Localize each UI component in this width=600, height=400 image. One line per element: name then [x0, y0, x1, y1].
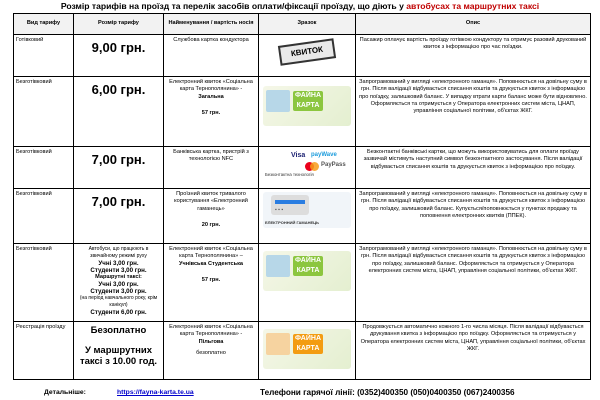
header-name: Найменування / вартість носія: [164, 14, 259, 35]
fare-type-cell: Безготівковий: [14, 189, 74, 244]
fayna-logo: ФАЙНА КАРТА: [295, 257, 321, 274]
sample-cell: [259, 35, 356, 77]
carrier-cost: 20 грн.: [201, 221, 221, 228]
price-line: Студенти 3,00 грн.: [90, 288, 147, 295]
fare-type-cell: Реєстрація проїзду: [14, 322, 74, 380]
e-wallet-caption: ЕЛЕКТРОННИЙ ГАМАНЕЦЬ: [265, 220, 319, 225]
fayna-logo: ФАЙНА КАРТА: [295, 335, 321, 352]
hotline-text: Телефони гарячої лінії: (0352)400350 (050)0400350 (067)2400356: [260, 388, 515, 397]
carrier-name-text: Проїзний квиток тривалого користування «Електронний гаманець»: [174, 191, 248, 212]
price-cell: 7,00 грн.: [74, 147, 164, 189]
carrier-name-text: Банківська картка, пристрій з технологією NFC: [173, 149, 249, 163]
carrier-name-text: Електронний квиток «Соціальна карта Тернополянина» -: [169, 324, 253, 338]
fare-table: [13, 13, 591, 380]
sample-cell: [259, 322, 356, 380]
carrier-cost: безоплатно: [196, 349, 226, 356]
carrier-cost: 57 грн.: [201, 109, 221, 116]
details-label: Детальніше:: [44, 389, 86, 396]
fayna-card-image: [263, 329, 351, 369]
visa-logo: Visa: [291, 152, 306, 159]
description-cell: Безконтактні банківські картки, що можуть використовуватись для оплати проїзду зазвичай містимуть наступний символ безконтактного застосування. Після валідації відбувається списання коштів та друкується квиток з інформацією про поїздку.: [356, 147, 591, 189]
carrier-name-cell: [164, 189, 259, 244]
e-wallet-image: [263, 192, 351, 228]
people-photo: [266, 333, 290, 355]
table-row: [14, 77, 591, 147]
paypass-logo: PayPass: [321, 162, 346, 168]
price-line: Студенти 6,00 грн.: [90, 309, 147, 316]
sample-cell: [259, 147, 356, 189]
website-link[interactable]: https://fayna-karta.te.ua: [117, 389, 194, 396]
header-type: Вид тарифу: [14, 14, 74, 35]
fare-type-cell: Готівковий: [14, 35, 74, 77]
table-row: [14, 35, 591, 77]
carrier-name-cell: [164, 147, 259, 189]
header-sample: Зразок: [259, 14, 356, 35]
price-cell: [74, 322, 164, 380]
paywave-logo: payWave: [311, 152, 337, 158]
carrier-name-cell: [164, 35, 259, 77]
price-line: (на період навчального року, крім канікул): [79, 295, 158, 308]
price-line: Безоплатно: [90, 325, 147, 336]
header-price: Розмір тарифу: [74, 14, 164, 35]
fayna-card-image: [263, 251, 351, 291]
price-cell: 7,00 грн.: [74, 189, 164, 244]
price-line: Учні 3,00 грн.: [98, 281, 139, 288]
carrier-cost: 57 грн.: [201, 276, 221, 283]
price-cell: [74, 244, 164, 322]
price-cell: 6,00 грн.: [74, 77, 164, 147]
description-cell: Запрограмований у вигляді «електронного гаманця». Поповнюється на довільну суму в грн. Після валідації відбувається списання коштів та друкується квиток з інформацією про поїздку, залишковий баланс. У випадку втрати карти баланс може бути відновлено. Оформляється та отримується у Операторa електронних систем міста, ЦНАП, управління соціальної політики, об'єктах ЖКГ.: [356, 77, 591, 147]
carrier-name-text: Електронний квиток «Соціальна карта Тернополянина» –: [169, 246, 253, 260]
fayna-logo: ФАЙНА КАРТА: [295, 92, 321, 109]
card-kind-label: Учнівська Студентська: [178, 260, 244, 267]
fayna-card-image: [263, 86, 351, 126]
description-cell: Пасажир оплачує вартість проїзду готівкою кондуктору та отримує разовий друкований квиток з інформацією про час поїздки.: [356, 35, 591, 77]
fare-type-cell: Безготівковий: [14, 77, 74, 147]
description-cell: Запрограмований у вигляді «електронного гаманця». Поповнюється на довільну суму в грн. Після валідації відбувається списання коштів та друкується квиток з інформацією про поїздку, залишковий баланс. Оформляється та отримується у Операторa електронних систем міста, ЦНАП, управління соціальної політики, об'єктах ЖКГ.: [356, 244, 591, 322]
fare-type-cell: Безготівковий: [14, 244, 74, 322]
title-highlight: автобусах та маршрутних таксі: [406, 1, 540, 11]
table-row: [14, 147, 591, 189]
sample-cell: [259, 77, 356, 147]
bank-card-logos: [263, 150, 351, 182]
page-title: [0, 1, 600, 11]
transport-card-icon: ▪ ▪ ▪: [271, 195, 309, 215]
table-row: [14, 322, 591, 380]
card-kind-label: Загальна: [198, 93, 224, 100]
header-desc: Опис: [356, 14, 591, 35]
carrier-name-cell: [164, 244, 259, 322]
table-row: [14, 244, 591, 322]
carrier-name-cell: [164, 322, 259, 380]
price-line: У маршрутних таксі з 10.00 год.: [79, 345, 158, 367]
description-cell: Запрограмований у вигляді «електронного гаманця». Поповнюється на довільну суму в грн. Після валідації відбувається списання коштів та друкується квиток з інформацією про поїздку, залишковий баланс. Купується/поповнюється у пунктах продажу та поповнення електронних квитків (ППЕК).: [356, 189, 591, 244]
price-line: Автобуси, що працюють в звичайному режимі руху: [88, 246, 149, 259]
mastercard-logo: [305, 162, 319, 171]
price-line: Маршрутні таксі:: [95, 274, 142, 280]
paper-ticket-image: КВИТОК: [278, 38, 336, 66]
contactless-caption: Безконтактна технологія: [265, 172, 314, 177]
price-cell: 9,00 грн.: [74, 35, 164, 77]
carrier-name-text: Електронний квиток «Соціальна карта Тернополянина» -: [169, 79, 253, 93]
table-header-row: [14, 14, 591, 35]
description-cell: Продовжується автоматично кожного 1-го числа місяця. Після валідації відбувається друкування квитка з інформацією про поїздку. Оформляється та отримується у Оператора електронних систем міста, ЦНАП, управління соціальної політики, об'єктах ЖКГ.: [356, 322, 591, 380]
sample-cell: [259, 244, 356, 322]
carrier-name-cell: [164, 77, 259, 147]
carrier-name-text: Службова картка кондуктора: [173, 37, 249, 43]
price-line: Учні 3,00 грн.: [98, 260, 139, 267]
sample-cell: [259, 189, 356, 244]
price-line: Студенти 3,00 грн.: [90, 267, 147, 274]
fare-type-cell: Безготівковий: [14, 147, 74, 189]
people-photo: [266, 90, 290, 112]
card-kind-label: Пільгова: [198, 338, 224, 345]
title-main: Розмір тарифів на проїзд та перелік засобів оплати/фіксації проїзду, що діють у: [60, 1, 407, 11]
table-row: [14, 189, 591, 244]
people-photo: [266, 255, 290, 277]
